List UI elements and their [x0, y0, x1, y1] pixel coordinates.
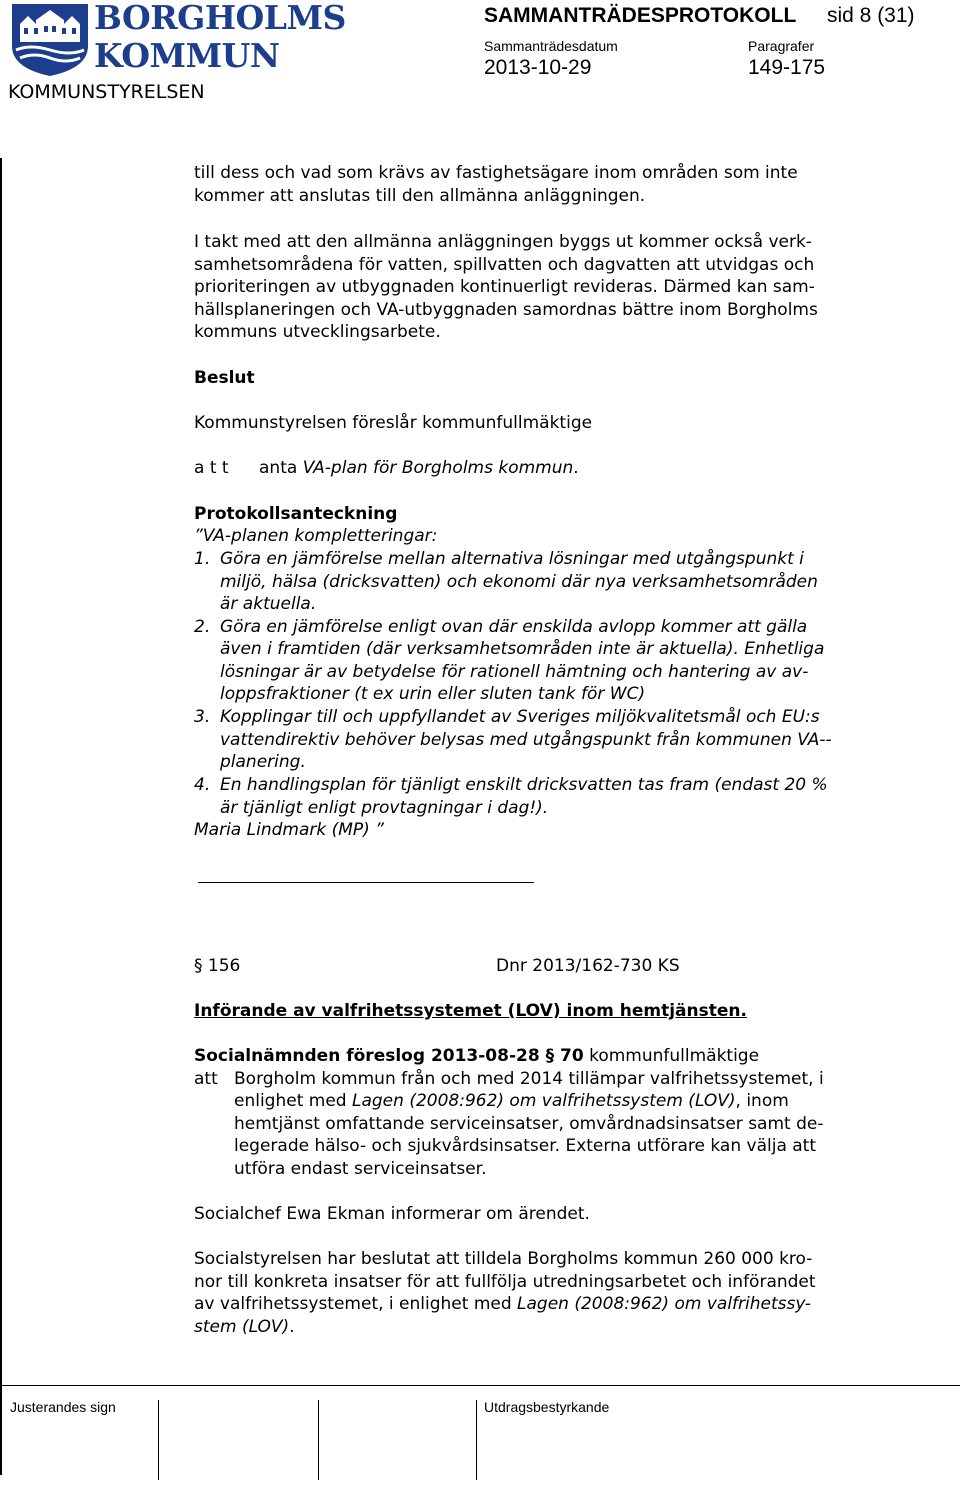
- document-title: SAMMANTRÄDESPROTOKOLL: [484, 4, 797, 27]
- expansion-text-line5: kommuns utvecklingsarbete.: [194, 322, 441, 342]
- protocol-note-intro: ”VA-planen kompletteringar:: [194, 526, 438, 546]
- section-title: Införande av valfrihetssystemet (LOV) inom hemtjänsten.: [194, 1001, 747, 1021]
- proposal-att-line5: utföra endast serviceinsatser.: [234, 1159, 487, 1179]
- list-item-text: En handlingsplan för tjänligt enskilt dricksvatten tas fram (endast 20 %: [220, 775, 828, 795]
- att-word: a t t: [194, 458, 229, 478]
- paragraph-number: § 156: [194, 956, 241, 976]
- grant-text-line4: stem (LOV).: [194, 1317, 295, 1337]
- expansion-text-line4: hällsplaneringen och VA-utbyggnaden samordnas bättre inom Borgholms: [194, 300, 818, 320]
- list-item-text: vattendirektiv behöver belysas med utgångspunkt från kommunen VA--: [220, 730, 832, 750]
- list-item-number: 4.: [194, 775, 211, 795]
- list-item-text: även i framtiden (där verksamhetsområden inte är aktuella). Enhetliga: [220, 639, 825, 659]
- paragraphs-value: 149-175: [748, 56, 826, 79]
- list-item-text: miljö, hälsa (dricksvatten) och ekonomi där nya verksamhetsområden: [220, 572, 818, 592]
- castle-coat-of-arms-icon: [10, 2, 90, 78]
- proposal-text: Socialnämnden föreslog 2013-08-28 § 70 kommunfullmäktige: [194, 1046, 760, 1066]
- list-item-text: Kopplingar till och uppfyllandet av Sveriges miljökvalitetsmål och EU:s: [220, 707, 820, 727]
- list-item-text: Göra en jämförelse mellan alternativa lösningar med utgångspunkt i: [220, 549, 804, 569]
- protocol-note-heading: Protokollsanteckning: [194, 504, 398, 524]
- grant-text-line2: nor till konkreta insatser för att fullfölja utredningsarbetet och införandet: [194, 1272, 816, 1292]
- decision-text: anta VA-plan för Borgholms kommun.: [259, 458, 579, 478]
- left-margin-rule: [0, 158, 2, 1475]
- grant-text-line3: av valfrihetssystemet, i enlighet med Lagen (2008:962) om valfrihetssy-: [194, 1294, 811, 1314]
- continuation-text-line1: till dess och vad som krävs av fastighetsägare inom områden som inte: [194, 163, 798, 183]
- org-department: KOMMUNSTYRELSEN: [8, 81, 205, 103]
- footer-separator: [476, 1400, 477, 1480]
- list-item-number: 3.: [194, 707, 211, 727]
- list-item-text: Göra en jämförelse enligt ovan där enskilda avlopp kommer att gälla: [220, 617, 808, 637]
- proposal-att-line3: hemtjänst omfattande serviceinsatser, omvårdnadsinsatser samt de-: [234, 1114, 824, 1134]
- proposal-att-line2: enlighet med Lagen (2008:962) om valfrihetssystem (LOV), inom: [234, 1091, 789, 1111]
- grant-text-line1: Socialstyrelsen har beslutat att tilldela Borgholms kommun 260 000 kro-: [194, 1249, 813, 1269]
- list-item-text: loppsfraktioner (t ex urin eller sluten tank för WC): [220, 684, 646, 704]
- list-item-text: är aktuella.: [220, 594, 317, 614]
- expansion-text-line2: samhetsområdena för vatten, spillvatten och dagvatten att utvidgas och: [194, 255, 815, 275]
- footer-separator: [158, 1400, 159, 1480]
- org-name-line1: BORGHOLMS: [94, 0, 346, 37]
- list-item-text: planering.: [220, 752, 306, 772]
- footer-rule: [0, 1385, 960, 1386]
- list-item-text: är tjänligt enligt provtagningar i dag!).: [220, 798, 549, 818]
- list-item-number: 2.: [194, 617, 211, 637]
- footer-separator: [318, 1400, 319, 1480]
- list-item-text: lösningar är av betydelse för rationell hämtning och hantering av av-: [220, 662, 809, 682]
- section-divider: [198, 882, 534, 883]
- extract-label: Utdragsbestyrkande: [484, 1399, 610, 1415]
- sign-label: Justerandes sign: [10, 1399, 116, 1415]
- decision-heading: Beslut: [194, 368, 255, 388]
- page-number: sid 8 (31): [827, 4, 915, 27]
- continuation-text-line2: kommer att anslutas till den allmänna anläggningen.: [194, 186, 646, 206]
- att-word: att: [194, 1069, 218, 1089]
- list-item-number: 1.: [194, 549, 211, 569]
- proposal-att-line4: legerade hälso- och sjukvårdsinsatser. Externa utförare kan välja att: [234, 1136, 817, 1156]
- expansion-text-line1: I takt med att den allmänna anläggningen byggs ut kommer också verk-: [194, 232, 812, 252]
- expansion-text-line3: prioriteringen av utbyggnaden kontinuerligt revideras. Därmed kan sam-: [194, 277, 815, 297]
- info-text: Socialchef Ewa Ekman informerar om ärendet.: [194, 1204, 590, 1224]
- proposal-att-line1: Borgholm kommun från och med 2014 tillämpar valfrihetssystemet, i: [234, 1069, 824, 1089]
- paragraphs-label: Paragrafer: [748, 38, 815, 54]
- org-name-line2: KOMMUN: [94, 36, 280, 75]
- meeting-date-value: 2013-10-29: [484, 56, 592, 79]
- proposer-text: Kommunstyrelsen föreslår kommunfullmäktige: [194, 413, 593, 433]
- case-number: Dnr 2013/162-730 KS: [496, 956, 680, 976]
- meeting-date-label: Sammanträdesdatum: [484, 38, 618, 54]
- note-signature: Maria Lindmark (MP) ”: [194, 820, 384, 840]
